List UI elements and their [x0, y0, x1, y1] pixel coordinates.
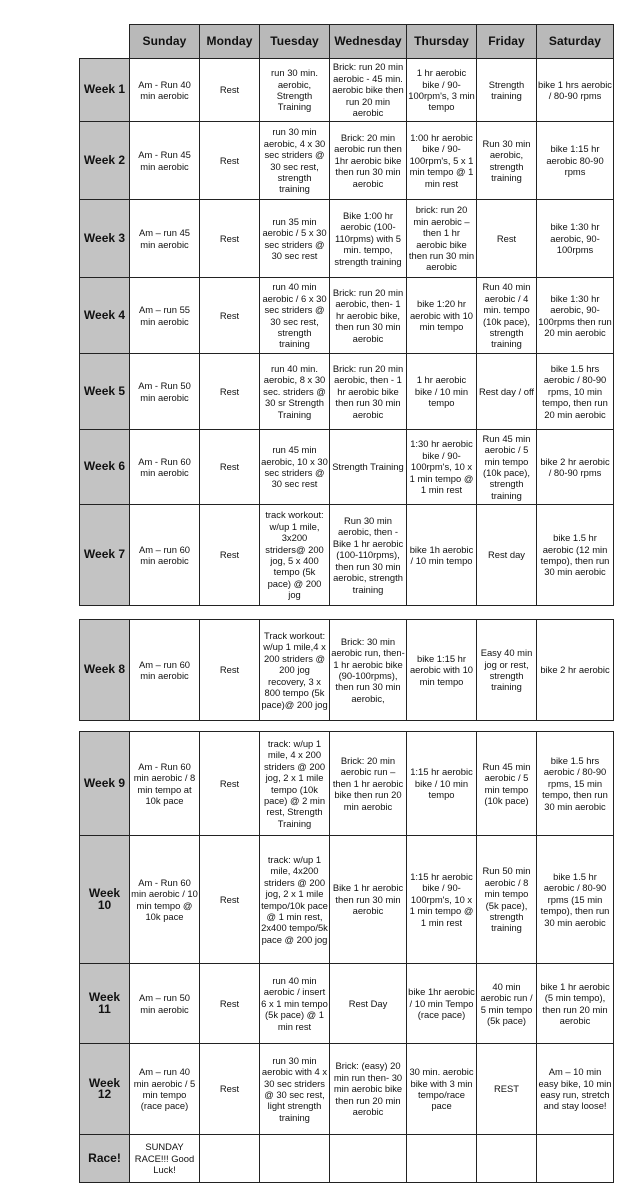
workout-cell-monday	[200, 1135, 260, 1183]
day-header-row	[80, 25, 614, 59]
workout-cell-wednesday: Brick: (easy) 20 min run then- 30 min aerobic bike then run 20 min aerobic	[330, 1044, 407, 1135]
workout-cell-monday: Rest	[200, 836, 260, 964]
workout-cell-sunday: Am - Run 40 min aerobic	[130, 59, 200, 122]
workout-cell-friday	[477, 1135, 537, 1183]
workout-cell-tuesday: run 30 min. aerobic, Strength Training	[260, 59, 330, 122]
workout-cell-wednesday: Bike 1 hr aerobic then run 30 min aerobic	[330, 836, 407, 964]
day-header-wednesday: Wednesday	[330, 25, 407, 59]
workout-cell-saturday: bike 1 hr aerobic (5 min tempo), then run 20 min aerobic	[537, 964, 614, 1044]
workout-cell-wednesday: Rest Day	[330, 964, 407, 1044]
week-row	[80, 836, 614, 964]
schedule-table-weeks-9-race	[79, 731, 614, 1183]
workout-cell-thursday: 1:30 hr aerobic bike / 90-100rpm's, 10 x 1 min tempo @ 1 min rest	[407, 430, 477, 505]
workout-cell-saturday: bike 1:30 hr aerobic, 90-100rpms	[537, 200, 614, 278]
workout-cell-wednesday: Brick: 20 min aerobic run – then 1 hr aerobic bike then run 20 min aerobic	[330, 732, 407, 836]
workout-cell-thursday	[407, 1135, 477, 1183]
workout-cell-sunday: Am - Run 60 min aerobic	[130, 430, 200, 505]
workout-cell-friday: Rest	[477, 200, 537, 278]
workout-cell-friday: Run 30 min aerobic, strength training	[477, 122, 537, 200]
workout-cell-tuesday: run 40 min aerobic / insert 6 x 1 min tempo (5k pace) @ 1 min rest	[260, 964, 330, 1044]
workout-cell-wednesday: Brick: 30 min aerobic run, then- 1 hr aerobic bike (90-100rpms), then run 30 min aerobic,	[330, 620, 407, 721]
workout-cell-saturday: Am – 10 min easy bike, 10 min easy run, stretch and stay loose!	[537, 1044, 614, 1135]
week-row	[80, 1044, 614, 1135]
workout-cell-saturday: bike 2 hr aerobic	[537, 620, 614, 721]
workout-cell-monday: Rest	[200, 1044, 260, 1135]
workout-cell-thursday: 1:00 hr aerobic bike / 90-100rpm's, 5 x 1 min tempo @ 1 min rest	[407, 122, 477, 200]
week-label: Week 10	[80, 836, 130, 964]
workout-cell-friday: Rest day / off	[477, 354, 537, 430]
workout-cell-sunday: Am – run 60 min aerobic	[130, 620, 200, 721]
workout-cell-friday: 40 min aerobic run / 5 min tempo (5k pace)	[477, 964, 537, 1044]
schedule-table-week-8	[79, 619, 614, 721]
week-label: Week 1	[80, 59, 130, 122]
workout-cell-monday: Rest	[200, 354, 260, 430]
workout-cell-thursday: bike 1:15 hr aerobic with 10 min tempo	[407, 620, 477, 721]
workout-cell-wednesday: Brick: 20 min aerobic run then 1hr aerobic bike then run 30 min aerobic	[330, 122, 407, 200]
workout-cell-tuesday: run 40 min aerobic / 6 x 30 sec striders @ 30 sec rest, strength training	[260, 278, 330, 354]
workout-cell-thursday: 1 hr aerobic bike / 10 min tempo	[407, 354, 477, 430]
workout-cell-monday: Rest	[200, 964, 260, 1044]
workout-cell-monday: Rest	[200, 732, 260, 836]
week-label: Week 11	[80, 964, 130, 1044]
week-label: Race!	[80, 1135, 130, 1183]
week-label: Week 6	[80, 430, 130, 505]
workout-cell-tuesday: run 30 min aerobic, 4 x 30 sec striders @ 30 sec rest, strength training	[260, 122, 330, 200]
workout-cell-sunday: Am – run 55 min aerobic	[130, 278, 200, 354]
week-label: Week 8	[80, 620, 130, 721]
workout-cell-monday: Rest	[200, 122, 260, 200]
workout-cell-sunday: Am – run 40 min aerobic / 5 min tempo (race pace)	[130, 1044, 200, 1135]
workout-cell-friday: Run 45 min aerobic / 5 min tempo (10k pace)	[477, 732, 537, 836]
workout-cell-thursday: brick: run 20 min aerobic – then 1 hr aerobic bike then run 30 min aerobic	[407, 200, 477, 278]
week-row	[80, 278, 614, 354]
week-row	[80, 1135, 614, 1183]
workout-cell-saturday: bike 1.5 hr aerobic / 80-90 rpms (15 min tempo), then run 30 min aerobic	[537, 836, 614, 964]
workout-cell-friday: Easy 40 min jog or rest, strength training	[477, 620, 537, 721]
workout-cell-thursday: bike 1:20 hr aerobic with 10 min tempo	[407, 278, 477, 354]
workout-cell-monday: Rest	[200, 620, 260, 721]
week-row	[80, 430, 614, 505]
workout-cell-wednesday: Brick: run 20 min aerobic - 45 min. aerobic bike then run 20 min aerobic	[330, 59, 407, 122]
day-header-saturday: Saturday	[537, 25, 614, 59]
day-header-thursday: Thursday	[407, 25, 477, 59]
workout-cell-sunday: Am - Run 45 min aerobic	[130, 122, 200, 200]
workout-cell-monday: Rest	[200, 278, 260, 354]
workout-cell-tuesday: run 35 min aerobic / 5 x 30 sec striders @ 30 sec rest	[260, 200, 330, 278]
workout-cell-saturday: bike 1:15 hr aerobic 80-90 rpms	[537, 122, 614, 200]
workout-cell-thursday: 1:15 hr aerobic bike / 90-100rpm's, 10 x 1 min tempo @ 1 min rest	[407, 836, 477, 964]
workout-cell-tuesday: run 30 min aerobic with 4 x 30 sec striders @ 30 sec rest, light strength training	[260, 1044, 330, 1135]
workout-cell-monday: Rest	[200, 505, 260, 606]
week-label: Week 4	[80, 278, 130, 354]
week-row	[80, 200, 614, 278]
schedule-table-weeks-1-7	[79, 24, 614, 606]
day-header-friday: Friday	[477, 25, 537, 59]
week-row	[80, 505, 614, 606]
day-header-monday: Monday	[200, 25, 260, 59]
workout-cell-sunday: Am – run 45 min aerobic	[130, 200, 200, 278]
week-row	[80, 620, 614, 721]
workout-cell-tuesday: track: w/up 1 mile, 4x200 striders @ 200 jog, 2 x 1 mile tempo/10k pace @ 1 min rest, 2x400 tempo/5k pace @ 200 jog	[260, 836, 330, 964]
workout-cell-saturday: bike 1.5 hrs aerobic / 80-90 rpms, 15 min tempo, then run 30 min aerobic	[537, 732, 614, 836]
week-row	[80, 122, 614, 200]
workout-cell-saturday	[537, 1135, 614, 1183]
workout-cell-saturday: bike 1.5 hrs aerobic / 80-90 rpms, 10 min tempo, then run 20 min aerobic	[537, 354, 614, 430]
week-row	[80, 732, 614, 836]
week-label: Week 2	[80, 122, 130, 200]
workout-cell-friday: Run 40 min aerobic / 4 min. tempo (10k pace), strength training	[477, 278, 537, 354]
workout-cell-wednesday	[330, 1135, 407, 1183]
week-label: Week 12	[80, 1044, 130, 1135]
workout-cell-friday: Run 50 min aerobic / 8 min tempo (5k pace), strength training	[477, 836, 537, 964]
workout-cell-wednesday: Brick: run 20 min aerobic, then- 1 hr aerobic bike, then run 30 min aerobic	[330, 278, 407, 354]
day-header-sunday: Sunday	[130, 25, 200, 59]
workout-cell-sunday: Am – run 60 min aerobic	[130, 505, 200, 606]
workout-cell-monday: Rest	[200, 200, 260, 278]
workout-cell-friday: Rest day	[477, 505, 537, 606]
workout-cell-tuesday: run 40 min. aerobic, 8 x 30 sec. striders @ 30 sr Strength Training	[260, 354, 330, 430]
workout-cell-saturday: bike 1.5 hr aerobic (12 min tempo), then run 30 min aerobic	[537, 505, 614, 606]
day-header-tuesday: Tuesday	[260, 25, 330, 59]
workout-cell-tuesday: track workout: w/up 1 mile, 3x200 striders@ 200 jog, 5 x 400 tempo (5k pace) @ 200 jog	[260, 505, 330, 606]
workout-cell-sunday: SUNDAY RACE!!! Good Luck!	[130, 1135, 200, 1183]
workout-cell-thursday: 1:15 hr aerobic bike / 10 min tempo	[407, 732, 477, 836]
workout-cell-monday: Rest	[200, 59, 260, 122]
workout-cell-wednesday: Brick: run 20 min aerobic, then - 1 hr aerobic bike then run 30 min aerobic	[330, 354, 407, 430]
week-row	[80, 59, 614, 122]
workout-cell-tuesday: Track workout: w/up 1 mile,4 x 200 striders @ 200 jog recovery, 3 x 800 tempo (5k pace)@ 200 jog	[260, 620, 330, 721]
workout-cell-friday: Strength training	[477, 59, 537, 122]
workout-cell-sunday: Am - Run 50 min aerobic	[130, 354, 200, 430]
week-label: Week 5	[80, 354, 130, 430]
header-corner	[80, 25, 130, 59]
workout-cell-wednesday: Strength Training	[330, 430, 407, 505]
week-label: Week 7	[80, 505, 130, 606]
workout-cell-saturday: bike 2 hr aerobic / 80-90 rpms	[537, 430, 614, 505]
workout-cell-tuesday: track: w/up 1 mile, 4 x 200 striders @ 200 jog, 2 x 1 mile tempo (10k pace) @ 2 min rest, Strength Training	[260, 732, 330, 836]
workout-cell-thursday: bike 1h aerobic / 10 min tempo	[407, 505, 477, 606]
workout-cell-wednesday: Bike 1:00 hr aerobic (100-110rpms) with 5 min. tempo, strength training	[330, 200, 407, 278]
workout-cell-tuesday: run 45 min aerobic, 10 x 30 sec striders @ 30 sec rest	[260, 430, 330, 505]
workout-cell-thursday: bike 1hr aerobic / 10 min Tempo (race pace)	[407, 964, 477, 1044]
workout-cell-tuesday	[260, 1135, 330, 1183]
workout-cell-friday: Run 45 min aerobic / 5 min tempo (10k pace), strength training	[477, 430, 537, 505]
workout-cell-thursday: 1 hr aerobic bike / 90-100rpm's, 3 min tempo	[407, 59, 477, 122]
week-label: Week 9	[80, 732, 130, 836]
workout-cell-sunday: Am - Run 60 min aerobic / 10 min tempo @ 10k pace	[130, 836, 200, 964]
week-label: Week 3	[80, 200, 130, 278]
workout-cell-wednesday: Run 30 min aerobic, then - Bike 1 hr aerobic (100-110rpms), then run 30 min aerobic, strength training	[330, 505, 407, 606]
week-row	[80, 964, 614, 1044]
workout-cell-saturday: bike 1 hrs aerobic / 80-90 rpms	[537, 59, 614, 122]
workout-cell-thursday: 30 min. aerobic bike with 3 min tempo/race pace	[407, 1044, 477, 1135]
week-row	[80, 354, 614, 430]
workout-cell-sunday: Am - Run 60 min aerobic / 8 min tempo at 10k pace	[130, 732, 200, 836]
workout-cell-friday: REST	[477, 1044, 537, 1135]
workout-cell-sunday: Am – run 50 min aerobic	[130, 964, 200, 1044]
workout-cell-saturday: bike 1:30 hr aerobic, 90-100rpms then run 20 min aerobic	[537, 278, 614, 354]
workout-cell-monday: Rest	[200, 430, 260, 505]
